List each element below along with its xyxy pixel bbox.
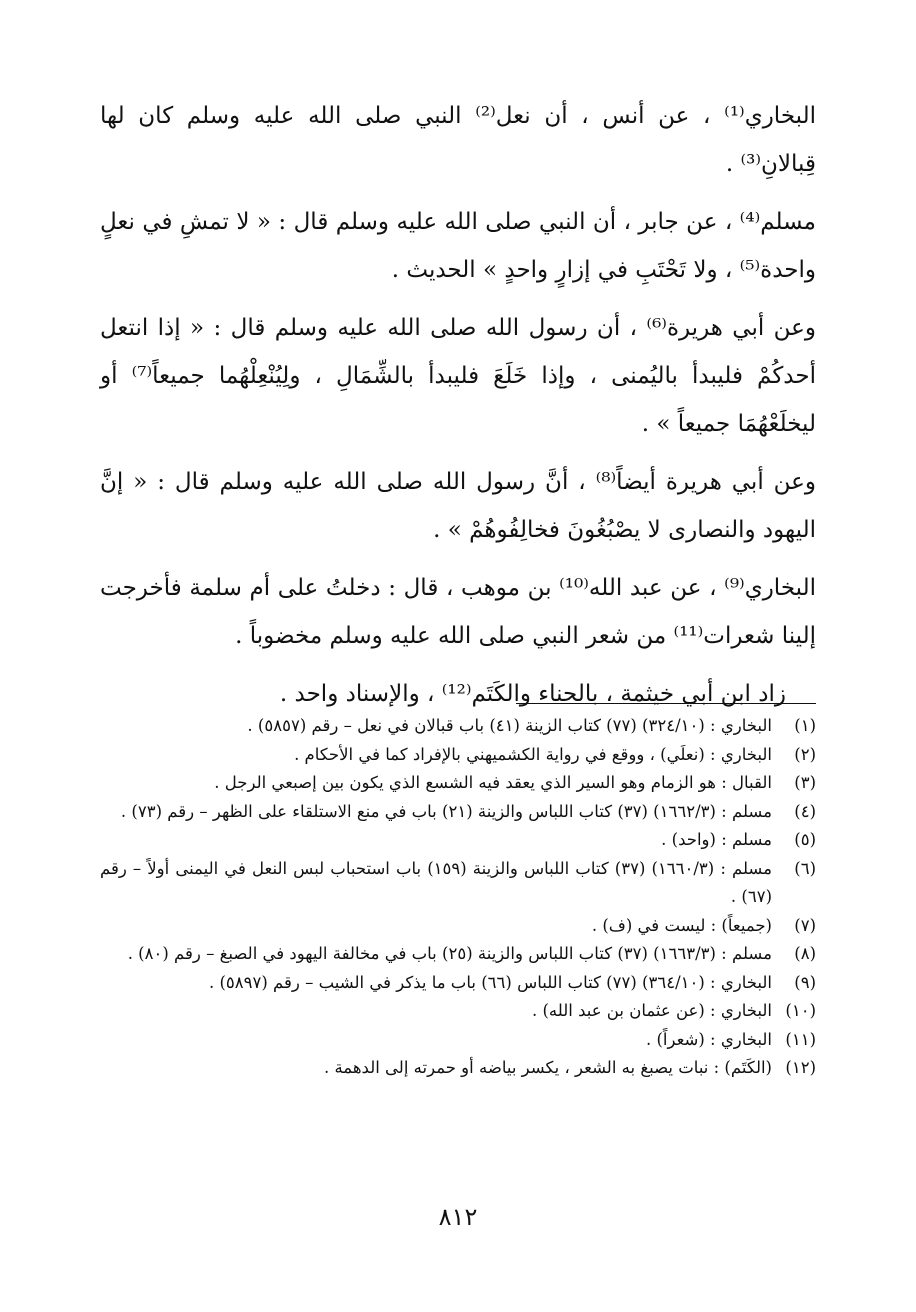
footnote-text: القبال : هو الزمام وهو السير الذي يعقد فيه الشسع الذي يكون بين إصبعي الرجل . bbox=[214, 773, 772, 792]
footnote-item bbox=[100, 769, 816, 798]
footnote-number: (٢) bbox=[794, 744, 816, 764]
footnote-number: (١) bbox=[794, 716, 816, 735]
footnote-text: البخاري : (عن عثمان بن عبد الله) . bbox=[531, 1001, 772, 1020]
footnote-item bbox=[100, 712, 816, 741]
footnote-item bbox=[100, 969, 816, 998]
footnote-item bbox=[100, 826, 816, 855]
footnote-text: البخاري : (شعراً) . bbox=[645, 1029, 772, 1049]
paragraph: زاد ابن أبي خيثمة ، بالحناء والكَتَم⁽¹²⁾ ، والإسناد واحد . bbox=[279, 681, 786, 707]
footnote-item bbox=[100, 798, 816, 827]
footnote-number: (٦) bbox=[794, 858, 816, 878]
footnote-number: (٩) bbox=[794, 972, 816, 992]
footnote-number: (٥) bbox=[794, 830, 816, 849]
footnote-text: مسلم : (واحد) . bbox=[661, 830, 772, 849]
footnote-divider bbox=[516, 703, 816, 704]
footnote-number: (٣) bbox=[794, 773, 816, 792]
footnote-text: مسلم : (١٦٦٣/٣) (٣٧) كتاب اللباس والزينة (٢٥) باب في مخالفة اليهود في الصبغ – رقم (٨٠) . bbox=[127, 944, 772, 963]
paragraph: وعن أبي هريرة أيضاً⁽⁸⁾ ، أنَّ رسول الله صلى الله عليه وسلم قال : « إنَّ اليهود والنصارى لا يصْبُغُونَ فخالِفُوهُمْ » . bbox=[100, 469, 816, 543]
footnote-text: البخاري : (٣٦٤/١٠) (٧٧) كتاب اللباس (٦٦) باب ما يذكر في الشيب – رقم (٥٨٩٧) . bbox=[208, 972, 772, 992]
footnote-item bbox=[100, 912, 816, 941]
page-number: ٨١٢ bbox=[438, 1203, 478, 1231]
footnote-number: (١٢) bbox=[785, 1058, 816, 1077]
footnote-item bbox=[100, 1026, 816, 1055]
footnote-number: (٧) bbox=[794, 915, 816, 935]
footnote-item bbox=[100, 855, 816, 912]
paragraph: وعن أبي هريرة⁽⁶⁾ ، أن رسول الله صلى الله عليه وسلم قال : « إذا انتعل أحدكُمْ فليبدأ باليُمنى ، وإذا خَلَعَ فليبدأ بالشِّمَالِ ، ولِيُنْعِلْهُما جميعاً⁽⁷⁾ أو ليخلَعْهُمَا جميعاً » . bbox=[100, 315, 816, 437]
paragraph: البخاري⁽⁹⁾ ، عن عبد الله⁽¹⁰⁾ بن موهب ، قال : دخلتُ على أم سلمة فأخرجت إلينا شعرات⁽¹¹⁾ من شعر النبي صلى الله عليه وسلم مخضوباً . bbox=[100, 575, 816, 649]
footnote-item bbox=[100, 741, 816, 770]
footnote-number: (١٠) bbox=[785, 1001, 816, 1020]
footnote-text: (الكَتَم) : نبات يصبغ به الشعر ، يكسر بياضه أو حمرته إلى الدهمة . bbox=[323, 1058, 772, 1077]
paragraph: البخاري⁽¹⁾ ، عن أنس ، أن نعل⁽²⁾ النبي صلى الله عليه وسلم كان لها قِبالانِ⁽³⁾ . bbox=[100, 103, 816, 177]
main-text bbox=[100, 92, 816, 728]
footnote-item bbox=[100, 940, 816, 969]
footnote-number: (٤) bbox=[794, 801, 816, 821]
footnote-text: مسلم : (١٦٦٢/٣) (٣٧) كتاب اللباس والزينة (٢١) باب في منع الاستلقاء على الظهر – رقم (٧٣) . bbox=[120, 801, 772, 821]
footnotes-list bbox=[100, 712, 816, 1083]
footnote-number: (١١) bbox=[785, 1029, 816, 1049]
footnote-text: البخاري : (نعلَي) ، ووقع في رواية الكشميهني بالإفراد كما في الأحكام . bbox=[294, 744, 772, 764]
footnote-text: البخاري : (٣٢٤/١٠) (٧٧) كتاب الزينة (٤١) باب قبالان في نعل – رقم (٥٨٥٧) . bbox=[247, 716, 772, 735]
footnote-item bbox=[100, 997, 816, 1026]
footnote-item bbox=[100, 1054, 816, 1083]
paragraph: مسلم⁽⁴⁾ ، عن جابر ، أن النبي صلى الله عليه وسلم قال : « لا تمشِ في نعلٍ واحدة⁽⁵⁾ ، ولا تَحْتَبِ في إزارٍ واحدٍ » الحديث . bbox=[100, 209, 816, 283]
footnote-number: (٨) bbox=[794, 944, 816, 963]
footnote-text: مسلم : (١٦٦٠/٣) (٣٧) كتاب اللباس والزينة (١٥٩) باب استحباب لبس النعل في اليمنى أولاً – رقم (٦٧) . bbox=[100, 858, 772, 906]
footnote-text: (جميعاً) : ليست في (ف) . bbox=[591, 915, 772, 935]
